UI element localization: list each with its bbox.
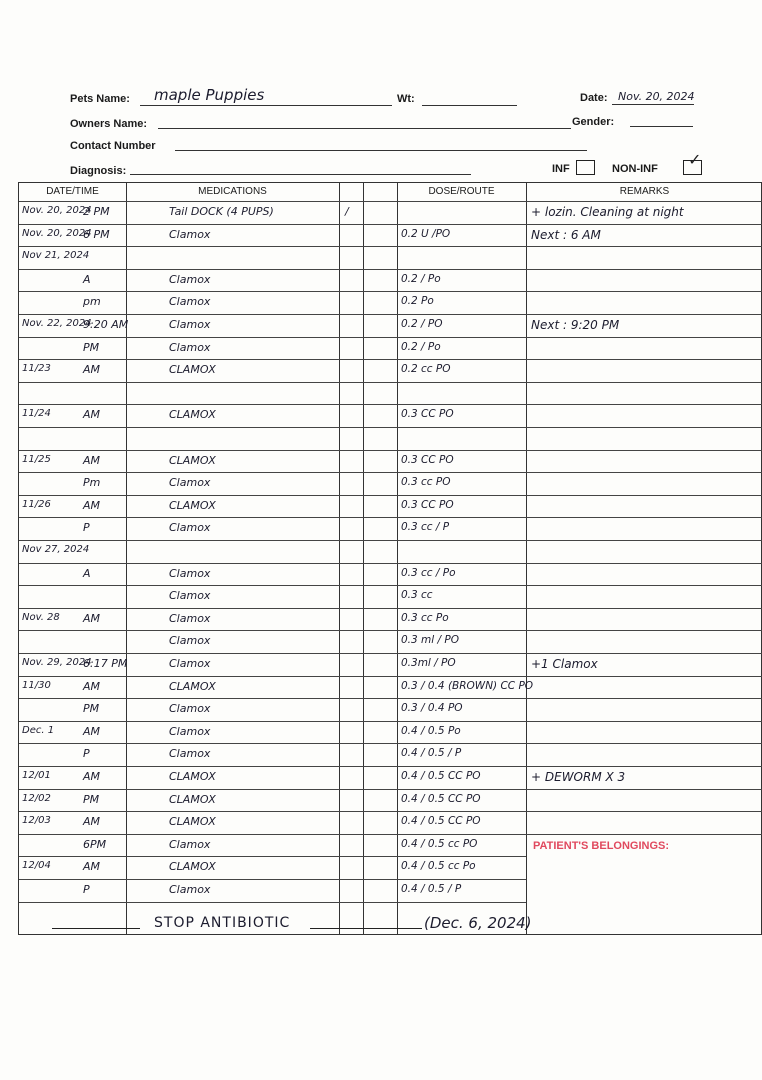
- date-value[interactable]: Nov. 20, 2024: [618, 90, 695, 103]
- contact-line: [175, 150, 587, 151]
- row-date[interactable]: 12/02: [22, 792, 51, 804]
- row-date[interactable]: 12/04: [22, 860, 51, 872]
- row-medication[interactable]: CLAMOX: [169, 408, 216, 422]
- row-separator: [19, 382, 762, 383]
- row-time[interactable]: AM: [83, 724, 101, 738]
- row-dose[interactable]: 0.3 / 0.4 PO: [401, 702, 463, 715]
- pets-name-label: Pets Name:: [70, 93, 130, 105]
- row-medication[interactable]: Clamox: [169, 272, 211, 286]
- row-medication[interactable]: Clamox: [169, 747, 211, 761]
- col-divider-2: [339, 183, 340, 934]
- row-time[interactable]: P: [83, 521, 90, 535]
- row-dose[interactable]: 0.4 / 0.5 CC PO: [401, 770, 481, 782]
- date-line: [612, 104, 694, 105]
- stop-antibiotic-date: (Dec. 6, 2024): [424, 914, 532, 932]
- row-dose[interactable]: 0.2 / Po: [401, 340, 441, 353]
- row-time[interactable]: 6 PM: [83, 227, 110, 241]
- row-date[interactable]: Nov. 22, 2024: [22, 318, 92, 329]
- row-date[interactable]: Nov. 29, 2024: [22, 657, 92, 668]
- footer-rule-right: [310, 928, 422, 929]
- row-check[interactable]: /: [345, 205, 349, 218]
- row-dose[interactable]: 0.3 cc / P: [401, 521, 450, 534]
- wt-line: [422, 105, 517, 106]
- row-time[interactable]: A: [83, 272, 91, 286]
- header-medications: MEDICATIONS: [198, 186, 267, 197]
- wt-label: Wt:: [397, 93, 415, 105]
- row-medication[interactable]: Clamox: [169, 634, 211, 648]
- row-separator: [19, 472, 762, 473]
- row-separator: [19, 495, 762, 496]
- row-separator: [19, 698, 762, 699]
- col-divider-3: [363, 183, 364, 934]
- row-dose[interactable]: 0.4 / 0.5 cc Po: [401, 860, 476, 873]
- row-dose[interactable]: 0.3 CC PO: [401, 408, 454, 421]
- row-separator: [19, 789, 762, 790]
- row-dose[interactable]: 0.4 / 0.5 Po: [401, 724, 461, 737]
- row-medication[interactable]: Clamox: [169, 566, 211, 580]
- row-date[interactable]: Nov 21, 2024: [22, 250, 90, 262]
- row-separator: [19, 314, 762, 315]
- row-separator: [19, 337, 762, 338]
- row-medication[interactable]: CLAMOX: [169, 860, 216, 874]
- row-time[interactable]: AM: [83, 363, 101, 377]
- row-medication[interactable]: Clamox: [169, 883, 211, 896]
- row-time[interactable]: 2 PM: [83, 205, 110, 218]
- row-medication[interactable]: Clamox: [169, 521, 211, 535]
- row-separator: [19, 630, 762, 631]
- row-dose[interactable]: 0.3ml / PO: [401, 657, 456, 669]
- row-separator: [19, 585, 762, 586]
- row-separator: [19, 404, 762, 405]
- stop-antibiotic-note: STOP ANTIBIOTIC: [154, 915, 291, 931]
- row-separator: [19, 811, 762, 812]
- row-dose[interactable]: 0.3 CC PO: [401, 453, 454, 466]
- row-medication[interactable]: Clamox: [169, 227, 211, 241]
- row-remark[interactable]: +1 Clamox: [531, 657, 598, 671]
- date-label: Date:: [580, 92, 608, 104]
- row-time[interactable]: Pm: [83, 476, 101, 490]
- row-remark[interactable]: + lozin. Cleaning at night: [531, 205, 684, 219]
- row-time[interactable]: PM: [83, 340, 100, 354]
- diagnosis-label: Diagnosis:: [70, 165, 127, 177]
- pets-name-line: [140, 105, 392, 106]
- row-remark[interactable]: + DEWORM X 3: [531, 770, 626, 784]
- row-dose[interactable]: 0.2 / Po: [401, 272, 441, 285]
- row-separator: [19, 902, 526, 903]
- row-time[interactable]: 6PM: [83, 837, 107, 851]
- row-separator: [19, 246, 762, 247]
- row-medication[interactable]: CLAMOX: [169, 770, 216, 783]
- row-separator: [19, 879, 526, 880]
- row-date[interactable]: Nov. 20, 2024: [22, 227, 92, 239]
- row-dose[interactable]: 0.2 Po: [401, 295, 434, 308]
- inf-label: INF: [552, 163, 570, 175]
- medication-table: [18, 182, 762, 935]
- row-separator: [19, 743, 762, 744]
- row-separator: [19, 450, 762, 451]
- row-medication[interactable]: Clamox: [169, 476, 211, 490]
- row-separator: [19, 224, 762, 225]
- owners-name-label: Owners Name:: [70, 118, 148, 130]
- row-time[interactable]: AM: [83, 860, 101, 874]
- row-medication[interactable]: Clamox: [169, 657, 211, 670]
- row-separator: [19, 856, 526, 857]
- row-medication[interactable]: CLAMOX: [169, 363, 216, 377]
- row-separator: [19, 540, 762, 541]
- header-remarks: REMARKS: [619, 186, 670, 197]
- patient-belongings-label: PATIENT'S BELONGINGS:: [533, 840, 670, 852]
- row-separator: [19, 269, 762, 270]
- row-dose[interactable]: 0.4 / 0.5 cc PO: [401, 837, 478, 850]
- row-dose[interactable]: 0.2 / PO: [401, 318, 443, 330]
- gender-line: [630, 126, 693, 127]
- row-medication[interactable]: CLAMOX: [169, 498, 216, 512]
- row-time[interactable]: AM: [83, 679, 101, 693]
- row-medication[interactable]: Clamox: [169, 589, 211, 603]
- col-divider-1: [126, 183, 127, 934]
- row-time[interactable]: AM: [83, 498, 101, 512]
- row-dose[interactable]: 0.4 / 0.5 / P: [401, 747, 462, 760]
- row-dose[interactable]: 0.3 cc / Po: [401, 566, 456, 579]
- row-dose[interactable]: 0.3 CC PO: [401, 498, 454, 511]
- row-separator: [19, 676, 762, 677]
- row-time[interactable]: AM: [83, 770, 101, 783]
- row-medication[interactable]: Clamox: [169, 611, 211, 625]
- row-time[interactable]: AM: [83, 611, 101, 625]
- row-separator: [19, 563, 762, 564]
- row-remark[interactable]: Next : 9:20 PM: [531, 318, 620, 332]
- row-date[interactable]: 12/01: [22, 770, 51, 781]
- row-dose[interactable]: 0.2 cc PO: [401, 363, 451, 376]
- row-dose[interactable]: 0.3 ml / PO: [401, 634, 459, 647]
- row-separator: [19, 721, 762, 722]
- row-time[interactable]: AM: [83, 453, 101, 467]
- row-date[interactable]: 11/25: [22, 453, 51, 465]
- row-medication[interactable]: Clamox: [169, 295, 211, 309]
- noninf-check-mark-icon: ✓: [688, 150, 702, 169]
- owners-name-line: [158, 128, 571, 129]
- row-separator: [19, 359, 762, 360]
- row-date[interactable]: 11/30: [22, 679, 51, 691]
- header-dose: DOSE/ROUTE: [428, 186, 495, 197]
- row-date[interactable]: 11/26: [22, 498, 51, 510]
- row-separator: [19, 766, 762, 767]
- row-separator: [19, 427, 762, 428]
- diagnosis-line: [130, 174, 471, 175]
- row-date[interactable]: 11/23: [22, 363, 51, 375]
- row-time[interactable]: AM: [83, 815, 101, 829]
- row-time[interactable]: PM: [83, 792, 100, 806]
- row-medication[interactable]: Clamox: [169, 702, 211, 716]
- row-date[interactable]: 12/03: [22, 815, 51, 827]
- row-separator: [19, 608, 762, 609]
- row-remark[interactable]: Next : 6 AM: [531, 227, 601, 242]
- row-dose[interactable]: 0.3 cc: [401, 589, 433, 602]
- row-time[interactable]: 6:17 PM: [83, 657, 128, 670]
- row-separator: [19, 653, 762, 654]
- footer-rule-left: [52, 928, 140, 929]
- row-separator: [19, 834, 762, 835]
- inf-checkbox[interactable]: [576, 160, 595, 175]
- gender-label: Gender:: [572, 116, 615, 128]
- row-date[interactable]: Dec. 1: [22, 724, 55, 736]
- row-medication[interactable]: CLAMOX: [169, 679, 216, 693]
- row-time[interactable]: P: [83, 883, 90, 896]
- col-divider-4: [397, 183, 398, 934]
- row-date[interactable]: Nov. 28: [22, 611, 60, 623]
- row-medication[interactable]: CLAMOX: [169, 815, 216, 829]
- pets-name-value[interactable]: maple Puppies: [154, 86, 265, 104]
- row-medication[interactable]: Clamox: [169, 340, 211, 354]
- row-medication[interactable]: Clamox: [169, 318, 211, 331]
- row-time[interactable]: P: [83, 747, 90, 761]
- row-dose[interactable]: 0.4 / 0.5 CC PO: [401, 815, 481, 828]
- row-medication[interactable]: Clamox: [169, 837, 211, 851]
- row-date[interactable]: Nov. 20, 2024: [22, 205, 92, 216]
- row-dose[interactable]: 0.4 / 0.5 / P: [401, 883, 462, 895]
- noninf-label: NON-INF: [612, 163, 658, 175]
- row-time[interactable]: AM: [83, 408, 101, 422]
- col-divider-5: [526, 183, 527, 934]
- row-dose[interactable]: 0.3 cc PO: [401, 476, 451, 489]
- row-separator: [19, 291, 762, 292]
- row-time[interactable]: 9:20 AM: [83, 318, 129, 331]
- row-medication[interactable]: CLAMOX: [169, 453, 216, 467]
- row-medication[interactable]: CLAMOX: [169, 792, 216, 806]
- row-separator: [19, 517, 762, 518]
- row-medication[interactable]: Clamox: [169, 724, 211, 738]
- row-dose[interactable]: 0.3 / 0.4 (BROWN) CC PO: [401, 679, 534, 692]
- row-medication[interactable]: Tail DOCK (4 PUPS): [169, 205, 274, 218]
- header-separator: [19, 201, 762, 202]
- row-dose[interactable]: 0.3 cc Po: [401, 611, 449, 624]
- header-datetime: DATE/TIME: [46, 186, 99, 197]
- row-dose[interactable]: 0.2 U /PO: [401, 227, 451, 240]
- row-dose[interactable]: 0.4 / 0.5 CC PO: [401, 792, 481, 805]
- row-time[interactable]: pm: [83, 295, 101, 309]
- row-date[interactable]: Nov 27, 2024: [22, 544, 90, 555]
- row-time[interactable]: PM: [83, 702, 100, 716]
- row-time[interactable]: A: [83, 566, 91, 580]
- row-date[interactable]: 11/24: [22, 408, 51, 420]
- contact-label: Contact Number: [70, 140, 156, 152]
